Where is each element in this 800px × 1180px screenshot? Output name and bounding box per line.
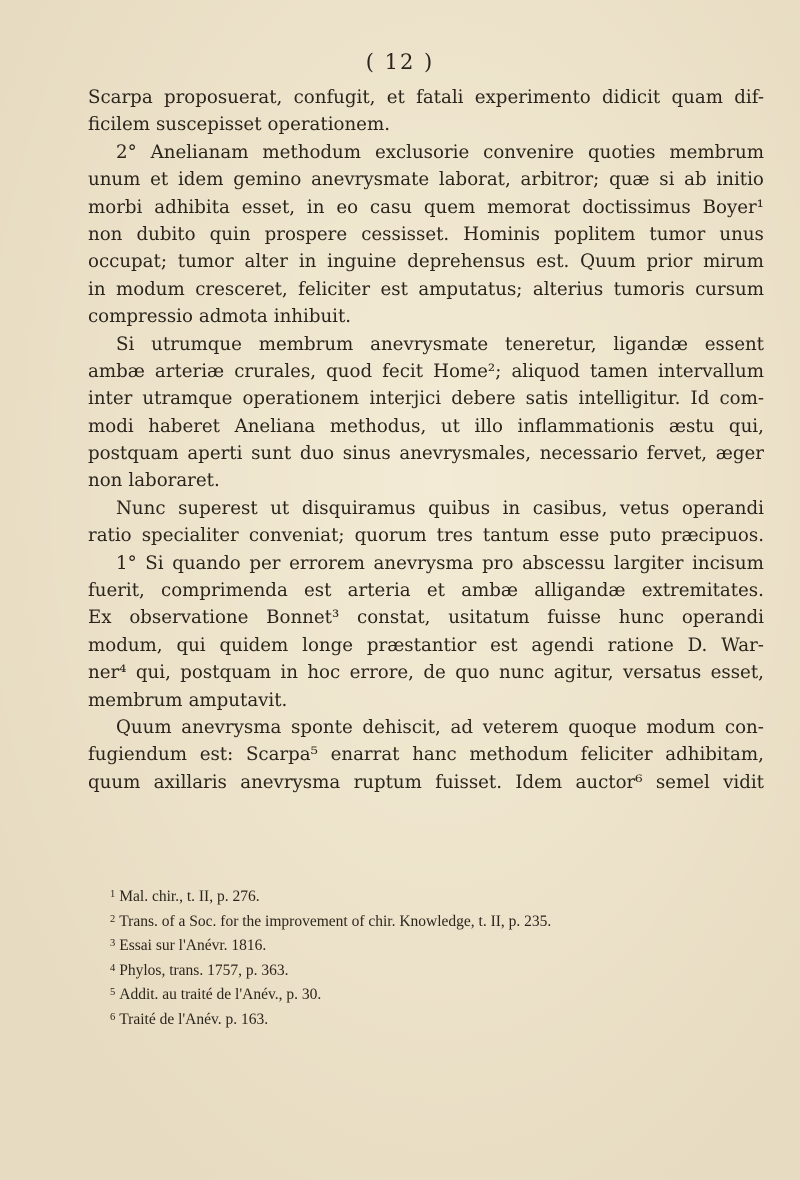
word: teneretur, bbox=[505, 333, 597, 355]
word: 1° bbox=[116, 552, 137, 574]
text-line bbox=[88, 111, 764, 138]
word: Ex bbox=[88, 607, 112, 629]
word: utrumque bbox=[151, 333, 242, 355]
word: feliciter bbox=[580, 744, 653, 766]
word: esset, bbox=[710, 662, 764, 684]
word: amputavit. bbox=[188, 689, 288, 711]
word: specialiter bbox=[141, 525, 239, 547]
footnote-number: 6 bbox=[110, 1011, 116, 1023]
word: gemino bbox=[233, 169, 302, 191]
word: est: bbox=[199, 744, 234, 766]
word: fuerit, bbox=[88, 580, 145, 602]
word: experimento bbox=[474, 87, 591, 108]
footnotes bbox=[110, 883, 750, 1031]
footnote-number: 3 bbox=[110, 938, 116, 950]
word: errore, bbox=[349, 662, 414, 684]
word: tumor bbox=[649, 223, 706, 245]
word: anevrysmales, bbox=[399, 443, 532, 465]
word: morbi bbox=[88, 196, 143, 218]
text-line bbox=[88, 577, 764, 604]
word: in bbox=[502, 497, 521, 519]
word: qui, bbox=[728, 415, 764, 437]
word: adhibita bbox=[154, 196, 230, 218]
word: operationem. bbox=[267, 114, 390, 136]
text-line bbox=[88, 741, 764, 768]
word: cursum bbox=[695, 278, 764, 300]
word: Scarpa⁵ bbox=[245, 744, 318, 766]
footnote-text: Mal. chir., t. II, p. 276. bbox=[119, 888, 260, 905]
word: auctor⁶ bbox=[575, 771, 643, 793]
word: versatus bbox=[622, 662, 702, 684]
word: fervet, bbox=[646, 443, 708, 465]
word: quem bbox=[423, 196, 476, 218]
word: War- bbox=[721, 634, 764, 656]
word: aperti bbox=[187, 443, 243, 465]
word: mirum bbox=[703, 251, 764, 273]
footnote-number: 4 bbox=[110, 962, 116, 974]
word: intelligitur. bbox=[578, 388, 681, 410]
word: eo bbox=[336, 196, 359, 218]
word: admota bbox=[198, 306, 268, 328]
word: quum bbox=[88, 771, 141, 793]
word: qui, bbox=[135, 662, 171, 684]
word: anevrysma bbox=[181, 716, 282, 738]
word: qui bbox=[176, 634, 206, 656]
word: axillaris bbox=[153, 771, 227, 793]
word: cresceret, bbox=[195, 278, 288, 300]
word: fecit bbox=[382, 360, 424, 382]
footnote-text: Phylos, trans. 1757, p. 363. bbox=[119, 961, 289, 979]
text-line bbox=[88, 303, 764, 330]
word: didicit bbox=[602, 87, 661, 108]
word: ambæ bbox=[461, 580, 519, 602]
word: Boyer¹ bbox=[702, 196, 764, 218]
word: intervallum bbox=[657, 360, 764, 382]
main-text bbox=[88, 84, 764, 796]
text-line bbox=[88, 522, 764, 549]
word: operationem bbox=[242, 388, 360, 410]
word: semel bbox=[655, 771, 710, 793]
word: dif- bbox=[734, 87, 764, 108]
word: ligandæ bbox=[613, 333, 688, 355]
word: quæ bbox=[609, 169, 650, 191]
word: constat, bbox=[357, 607, 431, 629]
word: compressio bbox=[88, 306, 193, 328]
word: alterius bbox=[532, 278, 604, 300]
word: in bbox=[298, 251, 317, 273]
footnote-number: 5 bbox=[110, 987, 116, 999]
word: hunc bbox=[618, 607, 665, 629]
word: alter bbox=[244, 251, 288, 273]
word: et bbox=[386, 87, 405, 108]
text-line bbox=[88, 495, 764, 522]
footnote-number: 2 bbox=[110, 913, 116, 925]
word: fatali bbox=[416, 87, 464, 108]
word: non bbox=[88, 223, 123, 245]
word: anevrysmate bbox=[370, 333, 489, 355]
word: Nunc bbox=[116, 497, 166, 519]
word: enarrat bbox=[330, 744, 400, 766]
text-line bbox=[88, 276, 764, 303]
word: interjici bbox=[369, 388, 442, 410]
word: Bonnet³ bbox=[266, 607, 340, 629]
word: tres bbox=[436, 525, 473, 547]
text-line bbox=[88, 604, 764, 631]
word: illo bbox=[474, 415, 503, 437]
word: necessario bbox=[539, 443, 639, 465]
text-line bbox=[88, 84, 764, 111]
word: sunt bbox=[251, 443, 292, 465]
word: ficilem bbox=[88, 114, 150, 136]
word: Quum bbox=[580, 251, 636, 273]
word: Hominis bbox=[463, 223, 541, 245]
word: et bbox=[150, 169, 169, 191]
word: quod bbox=[326, 360, 373, 382]
word: anevrysma bbox=[240, 771, 341, 793]
word: est bbox=[380, 278, 408, 300]
word: Si bbox=[116, 333, 135, 355]
word: modum, bbox=[88, 634, 163, 656]
text-line bbox=[88, 659, 764, 686]
word: de bbox=[423, 662, 446, 684]
word: tantum bbox=[482, 525, 550, 547]
word: anevrysma bbox=[373, 552, 474, 574]
word: quibus bbox=[428, 497, 491, 519]
word: arteriæ bbox=[154, 360, 225, 382]
text-line bbox=[88, 413, 764, 440]
word: fugiendum bbox=[88, 744, 187, 766]
word: Home²; bbox=[433, 360, 502, 382]
word: longe bbox=[302, 634, 354, 656]
word: præcipuos. bbox=[661, 525, 764, 547]
word: in bbox=[280, 662, 298, 684]
word: in bbox=[306, 196, 325, 218]
word: laborat, bbox=[438, 169, 511, 191]
word: æstu bbox=[668, 415, 715, 437]
word: vetus bbox=[619, 497, 670, 519]
word: deprehensus bbox=[407, 251, 526, 273]
word: hanc bbox=[412, 744, 457, 766]
word: quorum bbox=[354, 525, 427, 547]
word: inter bbox=[88, 388, 133, 410]
footnote bbox=[110, 1006, 750, 1031]
word: puto bbox=[609, 525, 652, 547]
word: arbitror; bbox=[520, 169, 600, 191]
text-line bbox=[88, 194, 764, 221]
word: fuisse bbox=[547, 607, 601, 629]
text-line bbox=[88, 714, 764, 741]
word: est bbox=[490, 634, 518, 656]
text-line bbox=[88, 221, 764, 248]
word: superest bbox=[178, 497, 258, 519]
word: tumoris bbox=[613, 278, 685, 300]
text-line bbox=[88, 331, 764, 358]
footnote-text: Trans. of a Soc. for the improvement of chir. Knowledge, t. II, p. 235. bbox=[119, 912, 552, 930]
word: Id bbox=[690, 388, 710, 410]
word: veterem bbox=[482, 716, 559, 738]
word: Aneliana bbox=[234, 415, 316, 437]
footnote bbox=[110, 957, 750, 982]
text-line bbox=[88, 632, 764, 659]
word: Scarpa bbox=[88, 87, 153, 108]
word: esset, bbox=[241, 196, 296, 218]
word: quin bbox=[209, 223, 251, 245]
word: dubito bbox=[136, 223, 196, 245]
word: usitatum bbox=[448, 607, 530, 629]
word: tamen bbox=[589, 360, 648, 382]
word: operandi bbox=[681, 607, 764, 629]
word: ad bbox=[450, 716, 473, 738]
word: fuisset. bbox=[435, 771, 503, 793]
word: errorem bbox=[289, 552, 365, 574]
word: prior bbox=[646, 251, 693, 273]
word: sponte bbox=[291, 716, 353, 738]
word: suscepisset bbox=[155, 114, 262, 136]
word: crurales, bbox=[234, 360, 317, 382]
word: utramque bbox=[142, 388, 233, 410]
word: pro bbox=[482, 552, 514, 574]
word: hoc bbox=[307, 662, 341, 684]
word: inflammationis bbox=[517, 415, 655, 437]
word: unum bbox=[88, 169, 141, 191]
word: haberet bbox=[148, 415, 220, 437]
text-line bbox=[88, 769, 764, 796]
word: et bbox=[426, 580, 445, 602]
word: est bbox=[304, 580, 332, 602]
word: quo bbox=[455, 662, 490, 684]
word: membrum bbox=[258, 333, 354, 355]
word: ut bbox=[440, 415, 460, 437]
word: proposuerat, bbox=[163, 87, 283, 108]
word: exclusorie bbox=[374, 141, 470, 163]
word: unus bbox=[719, 223, 764, 245]
word: inhibuit. bbox=[273, 306, 352, 328]
word: non bbox=[88, 470, 123, 492]
word: con- bbox=[724, 716, 764, 738]
word: observatione bbox=[129, 607, 249, 629]
word: essent bbox=[704, 333, 764, 355]
word: inguine bbox=[327, 251, 397, 273]
text-line bbox=[88, 139, 764, 166]
footnote bbox=[110, 932, 750, 957]
word: anevrysmate bbox=[311, 169, 430, 191]
word: est. bbox=[536, 251, 570, 273]
word: methodum bbox=[262, 141, 362, 163]
word: initio bbox=[716, 169, 764, 191]
footnote bbox=[110, 981, 750, 1006]
word: amputatus; bbox=[418, 278, 523, 300]
word: casibus, bbox=[532, 497, 608, 519]
word: conveniat; bbox=[248, 525, 345, 547]
word: occupat; bbox=[88, 251, 167, 273]
word: ruptum bbox=[353, 771, 422, 793]
word: agendi bbox=[531, 634, 594, 656]
word: alligandæ bbox=[534, 580, 626, 602]
footnote-text: Addit. au traité de l'Anév., p. 30. bbox=[119, 986, 322, 1004]
footnote bbox=[110, 883, 750, 908]
word: Idem bbox=[515, 771, 563, 793]
word: idem bbox=[177, 169, 224, 191]
word: æger bbox=[715, 443, 764, 465]
word: postquam bbox=[180, 662, 271, 684]
word: satis bbox=[525, 388, 569, 410]
word: modi bbox=[88, 415, 134, 437]
word: aliquod bbox=[511, 360, 580, 382]
text-line bbox=[88, 550, 764, 577]
word: præstantior bbox=[366, 634, 477, 656]
word: membrum bbox=[88, 689, 183, 711]
word: comprimenda bbox=[161, 580, 288, 602]
word: casu bbox=[369, 196, 412, 218]
word: disquiramus bbox=[301, 497, 416, 519]
word: vidit bbox=[723, 771, 764, 793]
word: tumor bbox=[177, 251, 234, 273]
word: prospere bbox=[264, 223, 348, 245]
word: si bbox=[659, 169, 675, 191]
word: sinus bbox=[342, 443, 391, 465]
text-line bbox=[88, 687, 764, 714]
word: quoque bbox=[568, 716, 637, 738]
word: feliciter bbox=[298, 278, 371, 300]
word: extremitates. bbox=[641, 580, 764, 602]
word: nunc bbox=[498, 662, 545, 684]
word: quoties bbox=[587, 141, 656, 163]
word: memorat bbox=[487, 196, 571, 218]
word: quando bbox=[172, 552, 241, 574]
word: Quum bbox=[116, 716, 172, 738]
word: in bbox=[88, 278, 106, 300]
word: quam bbox=[671, 87, 723, 108]
word: 2° bbox=[116, 141, 137, 163]
word: Si bbox=[145, 552, 164, 574]
word: methodus, bbox=[329, 415, 427, 437]
text-line bbox=[88, 440, 764, 467]
word: arteria bbox=[347, 580, 411, 602]
word: ratio bbox=[88, 525, 132, 547]
word: esse bbox=[559, 525, 600, 547]
footnote-text: Traité de l'Anév. p. 163. bbox=[119, 1010, 269, 1028]
word: adhibitam, bbox=[665, 744, 764, 766]
word: debere bbox=[451, 388, 516, 410]
word: convenire bbox=[483, 141, 575, 163]
footnote-text: Essai sur l'Anévr. 1816. bbox=[119, 937, 267, 955]
footnote-number: 1 bbox=[110, 889, 116, 900]
word: duo bbox=[299, 443, 335, 465]
word: dehiscit, bbox=[362, 716, 441, 738]
word: Anelianam bbox=[150, 141, 249, 163]
word: doctissimus bbox=[582, 196, 691, 218]
word: abscessu bbox=[522, 552, 606, 574]
word: ambæ bbox=[88, 360, 145, 382]
word: confugit, bbox=[293, 87, 376, 108]
footnote bbox=[110, 908, 750, 933]
word: D. bbox=[687, 634, 708, 656]
word: quidem bbox=[219, 634, 289, 656]
word: ab bbox=[684, 169, 707, 191]
text-line bbox=[88, 358, 764, 385]
word: cessisset. bbox=[361, 223, 450, 245]
word: postquam bbox=[88, 443, 179, 465]
word: membrum bbox=[669, 141, 764, 163]
text-line bbox=[88, 166, 764, 193]
word: largiter bbox=[613, 552, 684, 574]
word: com- bbox=[719, 388, 764, 410]
text-line bbox=[88, 385, 764, 412]
text-line bbox=[88, 467, 764, 494]
word: modum bbox=[646, 716, 716, 738]
text-line bbox=[88, 248, 764, 275]
word: methodum bbox=[469, 744, 568, 766]
word: ner⁴ bbox=[88, 662, 127, 684]
word: ratione bbox=[607, 634, 674, 656]
word: ut bbox=[270, 497, 290, 519]
word: operandi bbox=[681, 497, 764, 519]
word: poplitem bbox=[554, 223, 636, 245]
page-number: ( 12 ) bbox=[365, 50, 435, 74]
word: per bbox=[249, 552, 281, 574]
word: incisum bbox=[692, 552, 764, 574]
word: laboraret. bbox=[128, 470, 220, 492]
word: modum bbox=[115, 278, 185, 300]
word: agitur, bbox=[553, 662, 614, 684]
